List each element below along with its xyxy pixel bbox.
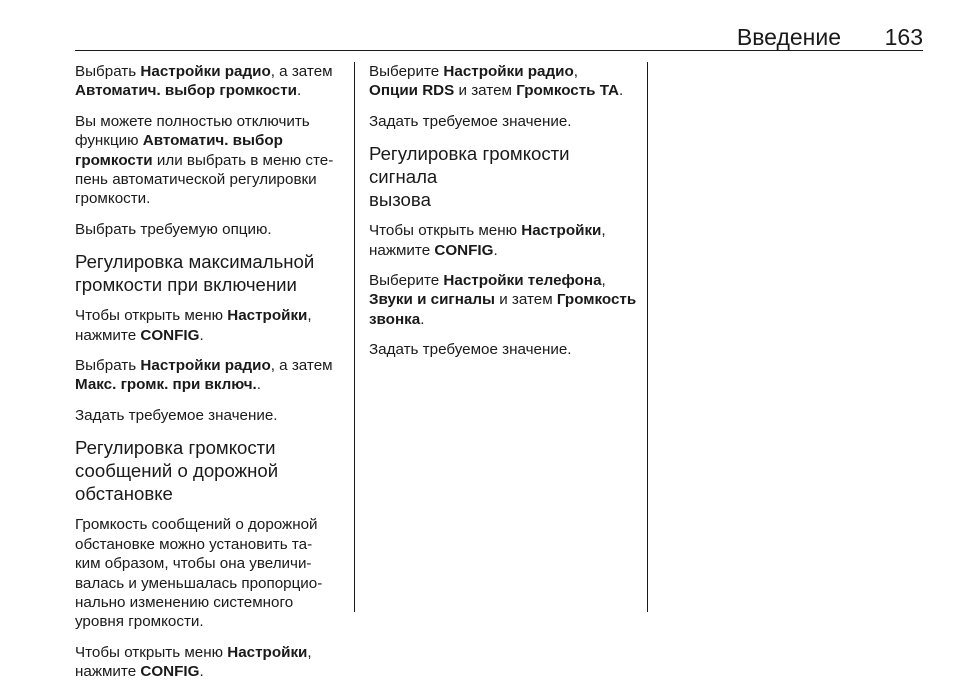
text-run: вызова <box>369 189 431 211</box>
text-run: нажмите <box>75 326 141 344</box>
text-run: нажмите <box>369 241 435 259</box>
text-run: , <box>601 272 606 290</box>
text-run: сообщений о дорожной <box>75 460 279 482</box>
menu-term: Громкость ТА <box>516 82 620 100</box>
paragraph <box>369 340 641 359</box>
text-run: Громкость сообщений о дорожной <box>75 516 318 534</box>
text-run: пень автоматической регулировки <box>75 171 317 189</box>
menu-term: звонка <box>369 310 421 328</box>
text-run: или выбрать в меню сте- <box>152 151 334 169</box>
text-run: громкости при включении <box>75 274 297 296</box>
text-run: , <box>573 63 578 80</box>
text-run: ким образом, чтобы она увеличи- <box>75 555 312 573</box>
text-run: . <box>420 310 425 328</box>
menu-term: громкости <box>75 151 153 169</box>
text-run: , <box>601 222 606 240</box>
paragraph <box>75 306 347 345</box>
text-run: нажмите <box>75 663 141 681</box>
menu-term: Настройки <box>521 222 602 240</box>
menu-term: CONFIG <box>140 663 200 681</box>
text-run: обстановке можно установить та- <box>75 535 313 553</box>
text-run: Регулировка максимальной <box>75 251 315 273</box>
text-run: . <box>199 326 204 344</box>
text-run: . <box>297 82 302 100</box>
text-run: и затем <box>454 82 517 100</box>
text-run: . <box>199 663 204 681</box>
menu-term: Опции RDS <box>369 82 455 100</box>
menu-term: CONFIG <box>434 241 494 259</box>
text-run: . <box>493 241 498 259</box>
text-run: валась и уменьшалась пропорцио- <box>75 574 323 592</box>
section-title: Введение <box>736 24 841 50</box>
column-divider <box>354 62 355 612</box>
paragraph <box>75 356 347 395</box>
menu-term: Настройки радио <box>443 63 574 80</box>
text-run: , а затем <box>270 357 333 375</box>
menu-term: Макс. громк. при включ. <box>75 376 257 394</box>
paragraph <box>369 62 641 101</box>
menu-term: Настройки <box>227 643 308 661</box>
text-run: и затем <box>494 291 557 309</box>
paragraph <box>75 406 347 425</box>
text-run: Чтобы открыть меню <box>75 643 228 661</box>
section-heading <box>75 436 347 505</box>
text-run: , <box>307 643 312 661</box>
text-run: Выбрать <box>75 357 141 375</box>
text-run: Вы можете полностью отключить <box>75 112 310 130</box>
left-column <box>75 62 347 693</box>
menu-term: CONFIG <box>140 326 200 344</box>
column-divider <box>647 62 648 612</box>
text-run: . <box>256 376 261 394</box>
text-run: Задать требуемое значение. <box>75 406 278 424</box>
text-run: обстановке <box>75 483 173 505</box>
text-run: Выбрать требуемую опцию. <box>75 220 272 238</box>
menu-term: Громкость <box>556 291 637 309</box>
text-run: Регулировка громкости <box>75 437 276 459</box>
text-run: Задать требуемое значение. <box>369 112 572 130</box>
section-heading <box>75 250 347 296</box>
paragraph <box>75 515 347 631</box>
text-run: Выберите <box>369 272 444 290</box>
paragraph <box>75 62 347 101</box>
text-run: , а затем <box>270 63 333 80</box>
menu-term: Настройки <box>227 307 308 325</box>
text-run: громкости. <box>75 190 151 208</box>
text-run: , <box>307 307 312 325</box>
right-column <box>369 62 641 371</box>
text-run: . <box>619 82 624 100</box>
paragraph <box>75 643 347 682</box>
text-run: Регулировка громкости сигнала <box>369 143 570 188</box>
menu-term: Настройки радио <box>140 63 271 80</box>
text-run: Выбрать <box>75 63 141 80</box>
menu-term: Настройки телефона <box>443 272 602 290</box>
menu-term: Автоматич. выбор <box>142 132 283 150</box>
text-run: нально изменению системного <box>75 593 294 611</box>
paragraph <box>369 221 641 260</box>
paragraph <box>369 112 641 131</box>
paragraph <box>75 220 347 239</box>
paragraph <box>369 271 641 329</box>
text-run: уровня громкости. <box>75 613 204 631</box>
text-run: Чтобы открыть меню <box>75 307 228 325</box>
menu-term: Звуки и сигналы <box>369 291 495 309</box>
section-heading <box>369 142 641 211</box>
paragraph <box>75 112 347 209</box>
page-number: 163 <box>884 24 923 50</box>
text-run: Выберите <box>369 63 444 80</box>
text-run: функцию <box>75 132 143 150</box>
menu-term: Автоматич. выбор громкости <box>75 82 298 100</box>
menu-term: Настройки радио <box>140 357 271 375</box>
text-run: Задать требуемое значение. <box>369 341 572 359</box>
page-header <box>75 24 923 51</box>
text-run: Чтобы открыть меню <box>369 222 522 240</box>
